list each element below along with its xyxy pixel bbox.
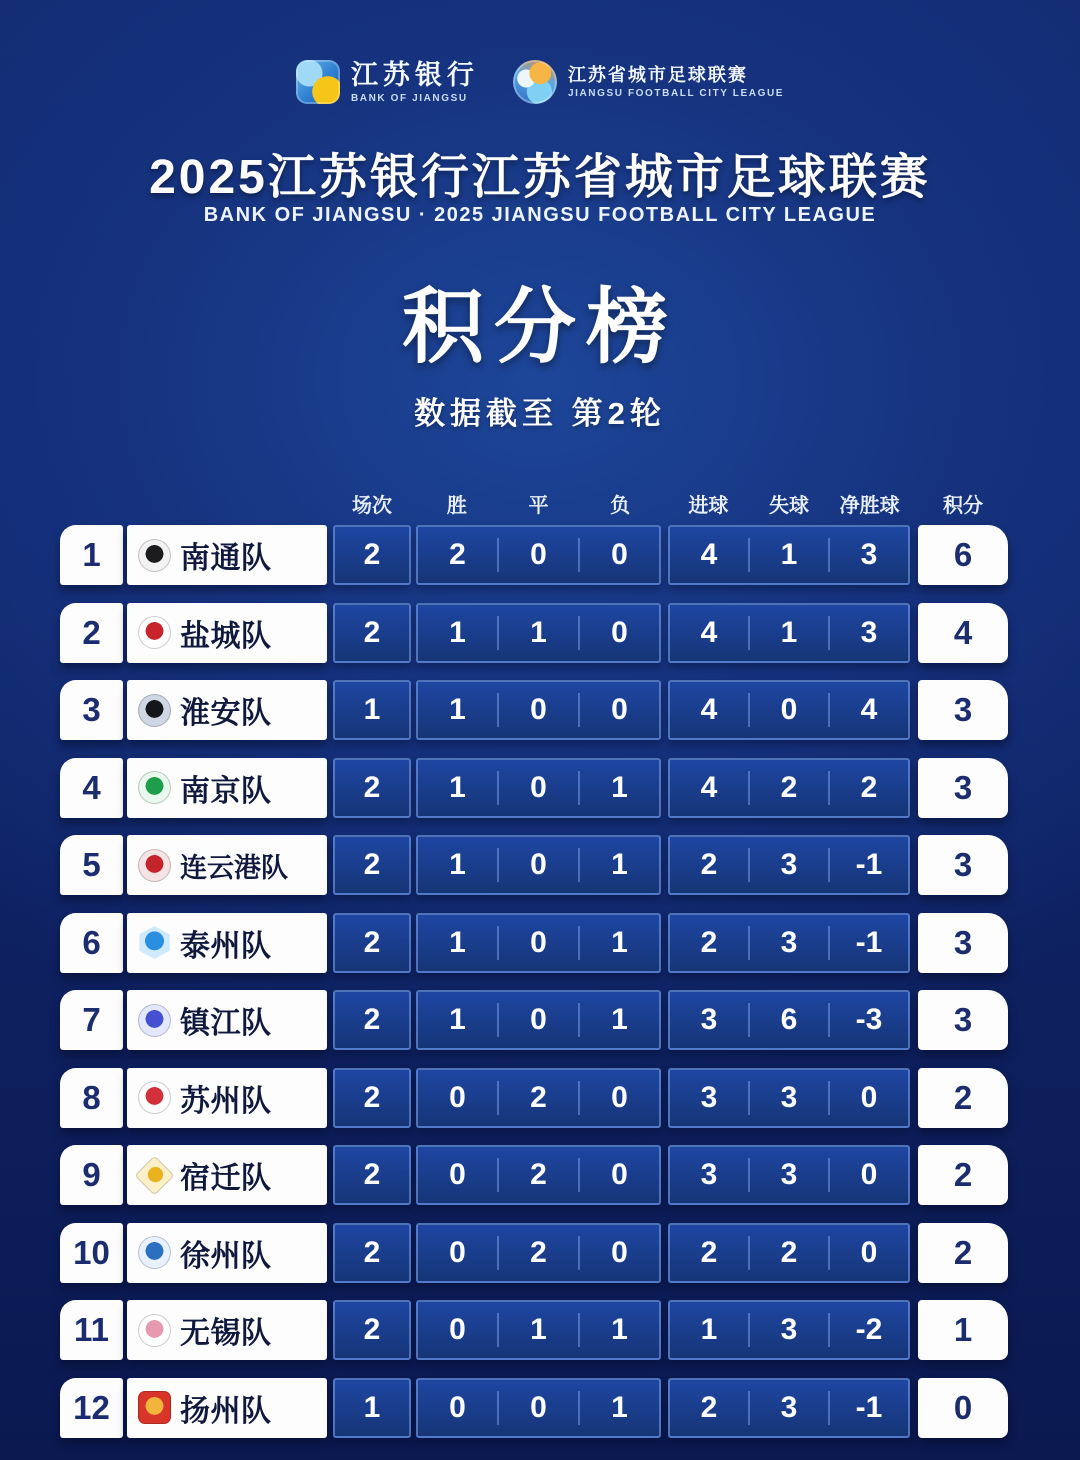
goals-for-value: 3	[700, 1158, 718, 1191]
team-name: 泰州队	[180, 929, 272, 963]
draw-value: 0	[530, 770, 547, 804]
goals-cell	[668, 1300, 910, 1360]
team-cell	[127, 1068, 327, 1128]
win-draw-loss-cell	[416, 990, 661, 1050]
win-draw-loss-cell	[416, 603, 661, 663]
goals-cell	[668, 1378, 910, 1438]
win-value: 1	[449, 770, 466, 804]
win-draw-loss-cell	[416, 835, 661, 895]
win-value: 0	[449, 1235, 466, 1269]
goals-cell	[668, 1223, 910, 1283]
goals-for-value: 2	[700, 1235, 718, 1269]
points-value: 1	[953, 1311, 973, 1348]
team-logo-icon	[138, 1391, 171, 1424]
played-cell	[333, 680, 411, 740]
rank-number: 4	[82, 768, 101, 806]
win-draw-loss-cell	[416, 758, 661, 818]
points-value: 3	[953, 1001, 973, 1038]
win-draw-loss-cell	[416, 1378, 661, 1438]
rank-number: 12	[73, 1388, 110, 1426]
team-cell	[127, 758, 327, 818]
page-title: 2025江苏银行江苏省城市足球联赛	[149, 151, 931, 204]
win-value: 0	[449, 1390, 466, 1424]
win-draw-loss-cell	[416, 525, 661, 585]
goal-diff-value: 0	[860, 1080, 878, 1114]
league-logo	[513, 60, 784, 104]
league-logo-en: JIANGSU FOOTBALL CITY LEAGUE	[567, 88, 785, 100]
bank-logo-en: BANK OF JIANGSU	[350, 93, 468, 105]
played-value: 2	[363, 925, 381, 959]
played-value: 1	[363, 693, 381, 726]
draw-value: 2	[530, 1158, 547, 1191]
played-cell	[333, 1378, 411, 1438]
team-cell	[127, 835, 327, 895]
goal-diff-value: 4	[860, 693, 878, 726]
section-title: 积分榜	[401, 282, 678, 373]
standings-table	[60, 487, 1008, 1455]
rank-cell	[60, 1068, 123, 1128]
team-logo-icon	[138, 1081, 171, 1114]
goals-cell	[668, 913, 910, 973]
played-cell	[333, 525, 411, 585]
points-value: 3	[953, 846, 973, 883]
goals-cell	[668, 758, 910, 818]
goals-for-value: 4	[700, 615, 718, 649]
team-cell	[127, 603, 327, 663]
played-cell	[333, 990, 411, 1050]
points-cell	[918, 1378, 1008, 1438]
column-header-draw: 平	[528, 494, 549, 517]
win-draw-loss-cell	[416, 1145, 661, 1205]
rank-cell	[60, 1300, 123, 1360]
goals-for-value: 3	[700, 1080, 718, 1114]
points-cell	[918, 603, 1008, 663]
team-name: 连云港队	[180, 852, 288, 883]
loss-value: 1	[611, 1313, 628, 1346]
rank-cell	[60, 1223, 123, 1283]
team-cell	[127, 913, 327, 973]
played-cell	[333, 913, 411, 973]
team-logo-icon	[138, 1314, 171, 1347]
points-value: 2	[953, 1156, 973, 1193]
points-value: 2	[953, 1233, 973, 1271]
column-header-points: 积分	[943, 494, 983, 517]
team-cell	[127, 1378, 327, 1438]
played-value: 2	[363, 1235, 381, 1269]
loss-value: 0	[611, 1235, 628, 1269]
goals-for-value: 2	[700, 925, 718, 959]
draw-value: 1	[530, 1313, 547, 1346]
played-cell	[333, 1068, 411, 1128]
goals-for-value: 4	[700, 538, 718, 571]
rank-number: 1	[82, 536, 101, 573]
team-logo-icon	[138, 616, 171, 649]
rank-number: 3	[82, 691, 101, 728]
points-cell	[918, 1068, 1008, 1128]
goals-against-value: 0	[780, 693, 798, 726]
goal-diff-value: -1	[855, 1390, 883, 1424]
draw-value: 0	[530, 925, 547, 959]
goals-for-value: 2	[700, 1390, 718, 1424]
played-value: 2	[363, 770, 381, 804]
goals-for-value: 2	[700, 848, 718, 881]
goals-cell	[668, 990, 910, 1050]
goal-diff-value: 0	[860, 1158, 878, 1191]
table-row	[60, 1068, 1008, 1128]
team-cell	[127, 525, 327, 585]
points-value: 2	[953, 1078, 973, 1116]
team-name: 淮安队	[180, 697, 272, 730]
draw-value: 0	[530, 693, 547, 726]
goals-for-value: 1	[700, 1313, 718, 1346]
rank-cell	[60, 603, 123, 663]
win-value: 0	[449, 1080, 466, 1114]
points-cell	[918, 990, 1008, 1050]
team-cell	[127, 990, 327, 1050]
header-logos	[0, 60, 1080, 104]
table-row	[60, 1223, 1008, 1283]
bank-logo-icon	[296, 60, 340, 104]
rank-number: 9	[82, 1156, 101, 1193]
table-row	[60, 1378, 1008, 1438]
rank-number: 11	[74, 1311, 109, 1348]
points-cell	[918, 913, 1008, 973]
loss-value: 0	[611, 538, 628, 571]
team-logo-icon	[138, 849, 171, 882]
played-value: 2	[363, 538, 381, 571]
team-logo-icon	[138, 771, 171, 804]
goals-cell	[668, 1145, 910, 1205]
rank-cell	[60, 990, 123, 1050]
goals-for-value: 4	[700, 693, 718, 726]
rank-cell	[60, 913, 123, 973]
goals-against-value: 3	[780, 1158, 798, 1191]
column-header-goals-against: 失球	[769, 494, 809, 517]
rank-cell	[60, 1378, 123, 1438]
table-row	[60, 525, 1008, 585]
points-cell	[918, 1145, 1008, 1205]
goals-cell	[668, 680, 910, 740]
table-row	[60, 913, 1008, 973]
bank-logo-zh: 江苏银行	[350, 60, 479, 90]
table-row	[60, 990, 1008, 1050]
goals-against-value: 2	[780, 770, 798, 804]
win-value: 1	[449, 693, 466, 726]
goals-against-value: 3	[780, 925, 798, 959]
column-header-goals-for: 进球	[688, 494, 729, 517]
points-cell	[918, 525, 1008, 585]
points-value: 3	[953, 923, 973, 961]
goal-diff-value: -1	[855, 848, 883, 881]
team-name: 南通队	[180, 542, 272, 575]
loss-value: 1	[611, 848, 628, 881]
played-value: 2	[363, 1158, 381, 1191]
win-value: 0	[449, 1158, 466, 1191]
win-draw-loss-cell	[416, 1300, 661, 1360]
win-value: 1	[449, 1003, 466, 1036]
loss-value: 1	[611, 1390, 628, 1424]
win-value: 1	[449, 615, 466, 649]
played-cell	[333, 835, 411, 895]
goals-against-value: 3	[780, 1390, 798, 1424]
loss-value: 1	[611, 1003, 628, 1036]
rank-number: 10	[73, 1233, 110, 1271]
rank-cell	[60, 525, 123, 585]
table-row	[60, 1145, 1008, 1205]
goals-against-value: 1	[780, 538, 798, 571]
rank-number: 5	[82, 846, 101, 883]
goals-cell	[668, 603, 910, 663]
played-value: 2	[363, 848, 381, 881]
played-cell	[333, 1300, 411, 1360]
win-draw-loss-cell	[416, 913, 661, 973]
draw-value: 0	[530, 1390, 547, 1424]
points-value: 3	[953, 691, 973, 728]
win-draw-loss-cell	[416, 680, 661, 740]
goals-against-value: 2	[780, 1235, 798, 1269]
played-value: 2	[363, 615, 381, 649]
played-value: 2	[363, 1080, 381, 1114]
rank-cell	[60, 680, 123, 740]
win-draw-loss-cell	[416, 1068, 661, 1128]
points-value: 4	[953, 613, 973, 651]
rank-cell	[60, 1145, 123, 1205]
goal-diff-value: -3	[855, 1003, 883, 1036]
team-cell	[127, 1300, 327, 1360]
points-cell	[918, 1300, 1008, 1360]
goal-diff-value: -1	[855, 925, 883, 959]
goals-against-value: 6	[780, 1003, 798, 1036]
goals-against-value: 1	[780, 615, 798, 649]
loss-value: 1	[611, 925, 628, 959]
rank-number: 8	[82, 1078, 101, 1116]
win-value: 1	[449, 848, 466, 881]
goals-cell	[668, 525, 910, 585]
win-value: 2	[449, 538, 466, 571]
column-header-played: 场次	[352, 494, 392, 517]
league-logo-icon	[513, 60, 557, 104]
goals-for-value: 3	[700, 1003, 718, 1036]
goals-cell	[668, 835, 910, 895]
draw-value: 1	[530, 615, 547, 649]
bank-of-jiangsu-logo	[296, 60, 479, 104]
points-cell	[918, 835, 1008, 895]
team-cell	[127, 680, 327, 740]
played-value: 2	[363, 1313, 381, 1346]
team-name: 镇江队	[180, 1007, 272, 1040]
team-cell	[127, 1145, 327, 1205]
team-name: 无锡队	[180, 1317, 272, 1350]
table-row	[60, 835, 1008, 895]
points-cell	[918, 1223, 1008, 1283]
goal-diff-value: 3	[860, 615, 878, 649]
table-body	[60, 525, 1008, 1438]
points-value: 0	[953, 1388, 973, 1426]
team-name: 盐城队	[180, 619, 272, 653]
table-row	[60, 603, 1008, 663]
team-logo-icon	[138, 539, 171, 572]
win-value: 1	[449, 925, 466, 959]
team-name: 徐州队	[180, 1239, 272, 1273]
points-cell	[918, 758, 1008, 818]
goals-against-value: 3	[780, 1080, 798, 1114]
played-cell	[333, 1223, 411, 1283]
table-header	[60, 487, 1008, 519]
goal-diff-value: 2	[860, 770, 878, 804]
goal-diff-value: 3	[860, 538, 878, 571]
played-value: 1	[363, 1390, 381, 1424]
team-name: 苏州队	[180, 1084, 272, 1118]
goals-for-value: 4	[700, 770, 718, 804]
draw-value: 2	[530, 1235, 547, 1269]
goal-diff-value: -2	[855, 1313, 883, 1346]
column-header-goal-diff: 净胜球	[839, 494, 900, 517]
points-cell	[918, 680, 1008, 740]
team-name: 扬州队	[180, 1394, 272, 1428]
team-name: 宿迁队	[180, 1162, 272, 1195]
team-logo-icon	[134, 1155, 174, 1195]
played-cell	[333, 603, 411, 663]
team-logo-icon	[138, 1236, 171, 1269]
draw-value: 2	[530, 1080, 547, 1114]
loss-value: 0	[611, 1080, 628, 1114]
data-cutoff-note: 数据截至 第2轮	[414, 396, 666, 431]
points-value: 6	[953, 536, 973, 573]
team-logo-icon	[138, 1004, 171, 1037]
loss-value: 1	[611, 770, 628, 804]
column-header-loss: 负	[610, 494, 631, 517]
rank-cell	[60, 835, 123, 895]
goals-against-value: 3	[780, 1313, 798, 1346]
draw-value: 0	[530, 538, 547, 571]
draw-value: 0	[530, 848, 547, 881]
points-value: 3	[953, 768, 973, 806]
goal-diff-value: 0	[860, 1235, 878, 1269]
rank-number: 6	[82, 923, 101, 961]
rank-number: 7	[82, 1001, 101, 1038]
team-logo-icon	[138, 694, 171, 727]
played-cell	[333, 1145, 411, 1205]
loss-value: 0	[611, 693, 628, 726]
team-name: 南京队	[180, 774, 272, 808]
team-logo-icon	[138, 926, 171, 959]
played-cell	[333, 758, 411, 818]
team-cell	[127, 1223, 327, 1283]
draw-value: 0	[530, 1003, 547, 1036]
page-title-en: BANK OF JIANGSU · 2025 JIANGSU FOOTBALL CITY LEAGUE	[203, 204, 877, 226]
league-logo-zh: 江苏省城市足球联赛	[567, 65, 748, 86]
table-row	[60, 758, 1008, 818]
table-row	[60, 1300, 1008, 1360]
column-header-win: 胜	[446, 494, 467, 517]
rank-cell	[60, 758, 123, 818]
goals-against-value: 3	[780, 848, 798, 881]
loss-value: 0	[611, 1158, 628, 1191]
played-value: 2	[363, 1003, 381, 1036]
win-value: 0	[449, 1313, 466, 1346]
goals-cell	[668, 1068, 910, 1128]
loss-value: 0	[611, 615, 628, 649]
win-draw-loss-cell	[416, 1223, 661, 1283]
rank-number: 2	[82, 613, 101, 651]
table-row	[60, 680, 1008, 740]
